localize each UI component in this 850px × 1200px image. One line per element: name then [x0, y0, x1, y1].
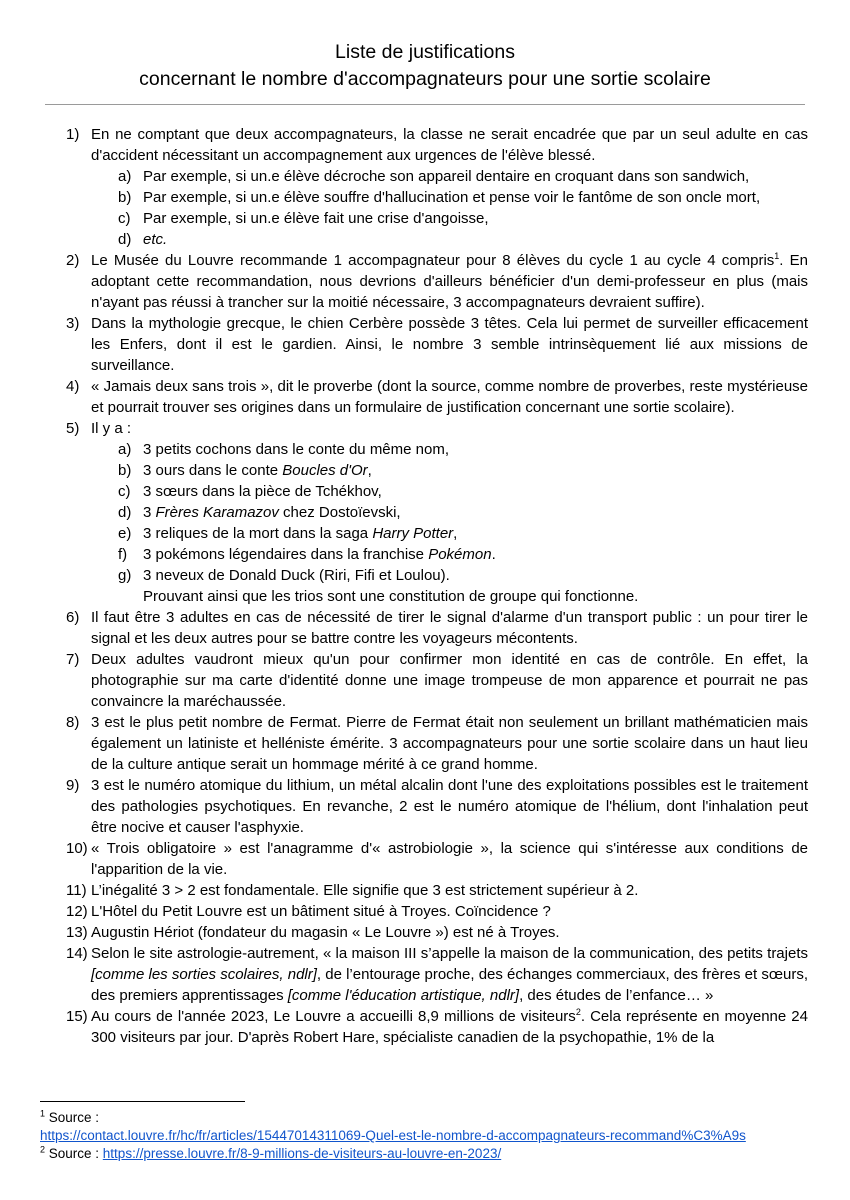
list-item-2: 2) Le Musée du Louvre recommande 1 accompagnateur pour 8 élèves du cycle 1 au cycle 4 compris$^1$. En adoptant cette recommandation, nous devrions d'ailleurs bénéficier d'un demi-professeur en plus (mais n'ayant pas réussi à trancher sur la moitié nécessaire, 3 accompagnateurs devraient suffire). [66, 251, 808, 311]
sub-item: b) 3 ours dans le conte Boucles d'Or, [118, 462, 372, 479]
justification-list [0, 124, 850, 1048]
page-title: Liste de justifications [335, 41, 515, 63]
sub-item: a) 3 petits cochons dans le conte du même nom, [118, 441, 450, 458]
list-item-6: 6) Il faut être 3 adultes en cas de nécessité de tirer le signal d'alarme d'un transport public : un pour tirer le signal et les deux autres pour se battre contre les voyageurs mécontents. [66, 609, 808, 647]
footnote-ref-2[interactable]: 2 [575, 1007, 581, 1017]
list-item-15: 15) Au cours de l'année 2023, Le Louvre a accueilli 8,9 millions de visiteurs$^2$. Cela représente en moyenne 24 300 visiteurs par jour. D'après Robert Hare, spécialiste canadien de la psychopathie, 1% de la [66, 1007, 808, 1046]
footnote-2: $^2$ Source : https://presse.louvre.fr/8-9-millions-de-visiteurs-au-louvre-en-2023/ [40, 1144, 502, 1161]
list-item-11: 11) L’inégalité 3 > 2 est fondamentale. Elle signifie que 3 est strictement supérieur à 2. [66, 882, 639, 899]
sub-item: e) 3 reliques de la mort dans la saga Harry Potter, [118, 525, 458, 542]
list-item-13: 13) Augustin Hériot (fondateur du magasin « Le Louvre ») est né à Troyes. [66, 924, 560, 941]
footnote-2-link[interactable]: https://presse.louvre.fr/8-9-millions-de-visiteurs-au-louvre-en-2023/ [102, 1146, 502, 1161]
footnote-ref-1[interactable]: 1 [774, 251, 780, 261]
sub-item: f) 3 pokémons légendaires dans la franchise Pokémon. [118, 546, 496, 563]
sub-item: c) 3 sœurs dans la pièce de Tchékhov, [118, 483, 382, 500]
list-item-9: 9) 3 est le numéro atomique du lithium, un métal alcalin dont l'une des exploitations possibles est le traitement des pathologies psychotiques. En revanche, 2 est le numéro atomique de l'hélium, dont l'inhalation peut être nocive et causer l'asphyxie. [66, 777, 808, 836]
sub-item: b) Par exemple, si un.e élève souffre d'hallucination et pense voir le fantôme de son oncle mort, [118, 189, 761, 206]
footnote-1-link[interactable]: https://contact.louvre.fr/hc/fr/articles/15447014311069-Quel-est-le-nombre-d-accompagnateurs-recommand%C3%A9s [40, 1128, 746, 1143]
sub-item: c) Par exemple, si un.e élève fait une crise d'angoisse, [118, 210, 489, 227]
sub-list-conclusion: Prouvant ainsi que les trios sont une constitution de groupe qui fonctionne. [143, 588, 639, 605]
footnote-divider [40, 1101, 245, 1102]
list-item-10: 10) « Trois obligatoire » est l'anagramme d'« astrobiologie », la science qui s'intéresse aux conditions de l'apparition de la vie. [66, 840, 808, 878]
footnote-1: $^1$ Source : https://contact.louvre.fr/hc/fr/articles/15447014311069-Quel-est-le-nombre-d-accompagnateurs-recommand%C3%A9s [40, 1108, 746, 1143]
list-item-7: 7) Deux adultes vaudront mieux qu'un pour confirmer mon identité en cas de contrôle. En effet, la photographie sur ma carte d'identité donne une image trompeuse de mon apparence et pourrait ne pas convaincre la maréchaussée. [66, 651, 808, 710]
list-item-3: 3) Dans la mythologie grecque, le chien Cerbère possède 3 têtes. Cela lui permet de surveiller efficacement les Enfers, dont il est le gardien. Ainsi, le nombre 3 semble intrinsèquement lié aux missions de surveillance. [66, 315, 808, 374]
list-item-4: 4) « Jamais deux sans trois », dit le proverbe (dont la source, comme nombre de proverbes, reste mystérieuse et pourrait trouver ses origines dans un formulaire de justification concernant une sortie scolaire). [66, 378, 808, 416]
sub-item: d) etc. [118, 231, 168, 248]
title-divider [45, 104, 805, 105]
sub-item: g) 3 neveux de Donald Duck (Riri, Fifi et Loulou). [118, 567, 450, 584]
list-item-12: 12) L'Hôtel du Petit Louvre est un bâtiment situé à Troyes. Coïncidence ? [66, 903, 551, 920]
list-item-14: 14) Selon le site astrologie-autrement, « la maison III s’appelle la maison de la communication, des petits trajets [comme les sorties scolaires, ndlr], de l’entourage proche, des échanges commerciaux, des frères et sœurs, des premiers apprentissages [comme l'éducation artistique, ndlr], des études de l’enfance… » [66, 945, 808, 1004]
item-text: En ne comptant que deux accompagnateurs, la classe ne serait encadrée que par un seul adulte en cas d'accident nécessitant un accompagnement aux urgences de l'élève blessé. [91, 126, 808, 164]
sub-item: a) Par exemple, si un.e élève décroche son appareil dentaire en croquant dans son sandwich, [118, 168, 750, 185]
list-item-8: 8) 3 est le plus petit nombre de Fermat. Pierre de Fermat était non seulement un brillant mathématicien mais également un latiniste et helléniste émérite. 3 accompagnateurs pour une sortie scolaire dans un haut lieu de la culture antique serait un hommage mérité à ce grand homme. [66, 714, 808, 773]
list-item-5: 5) Il y a : [66, 420, 132, 437]
list-item-1: 1) En ne comptant que deux accompagnateurs, la classe ne serait encadrée que par un seul adulte en cas d'accident nécessitant un accompagnement aux urgences de l'élève blessé. [66, 126, 808, 164]
sub-item: d) 3 Frères Karamazov chez Dostoïevski, [118, 504, 401, 521]
page-subtitle: concernant le nombre d'accompagnateurs pour une sortie scolaire [139, 68, 711, 90]
